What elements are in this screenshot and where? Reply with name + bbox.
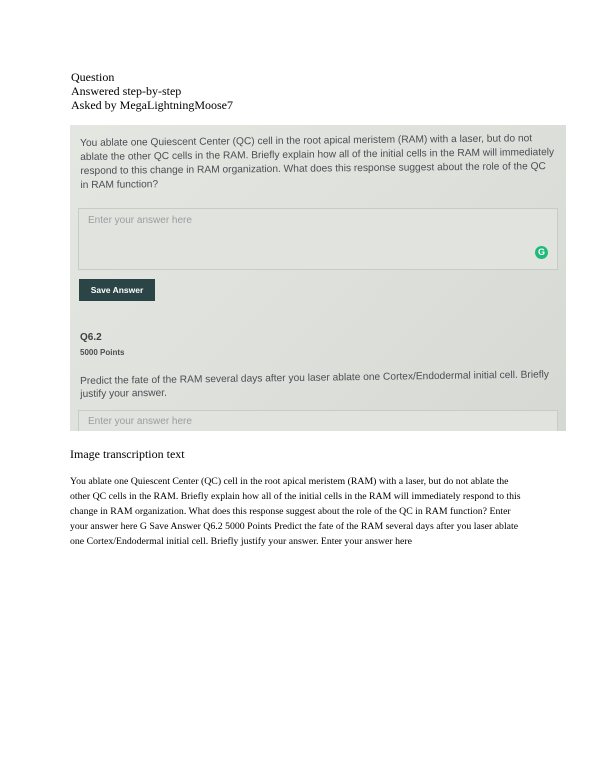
answer-field[interactable] bbox=[78, 208, 558, 270]
question-photo bbox=[70, 125, 566, 431]
question-label: Question bbox=[71, 70, 115, 84]
answer-placeholder-2: Enter your answer here bbox=[88, 416, 192, 427]
answer-field-2[interactable] bbox=[78, 410, 558, 431]
question-points: 5000 Points bbox=[80, 348, 125, 357]
asked-by: Asked by MegaLightningMoose7 bbox=[71, 98, 233, 112]
question-2-text: Predict the fate of the RAM several days after you laser ablate one Cortex/Endodermal initial cell. Briefly justify your answer. bbox=[80, 369, 549, 400]
save-answer-button[interactable]: Save Answer bbox=[79, 279, 155, 301]
question-number: Q6.2 bbox=[80, 332, 102, 343]
transcription-body: You ablate one Quiescent Center (QC) cell in the root apical meristem (RAM) with a laser, but do not ablate the other QC cells in the RAM. Briefly explain how all of the initial cells in the RAM will immediately respond to this change in RAM organization. What does this response suggest about the role of the QC in RAM function? Enter your answer here G Save Answer Q6.2 5000 Points Predict the fate of the RAM several days after you laser ablate one Cortex/Endodermal initial cell. Briefly justify your answer. Enter your answer here bbox=[70, 476, 521, 547]
question-text: You ablate one Quiescent Center (QC) cell in the root apical meristem (RAM) with a laser, but do not ablate the other QC cells in the RAM. Briefly explain how all of the initial cells in the RAM will immediately respond to this change in RAM organization. What does this response suggest about the role of the QC in RAM function? bbox=[80, 133, 555, 191]
grammar-check-icon[interactable]: G bbox=[535, 246, 548, 259]
answered-status: Answered step-by-step bbox=[71, 84, 182, 98]
answer-placeholder: Enter your answer here bbox=[88, 215, 192, 226]
transcription-heading: Image transcription text bbox=[70, 447, 185, 461]
question-header bbox=[71, 70, 233, 112]
